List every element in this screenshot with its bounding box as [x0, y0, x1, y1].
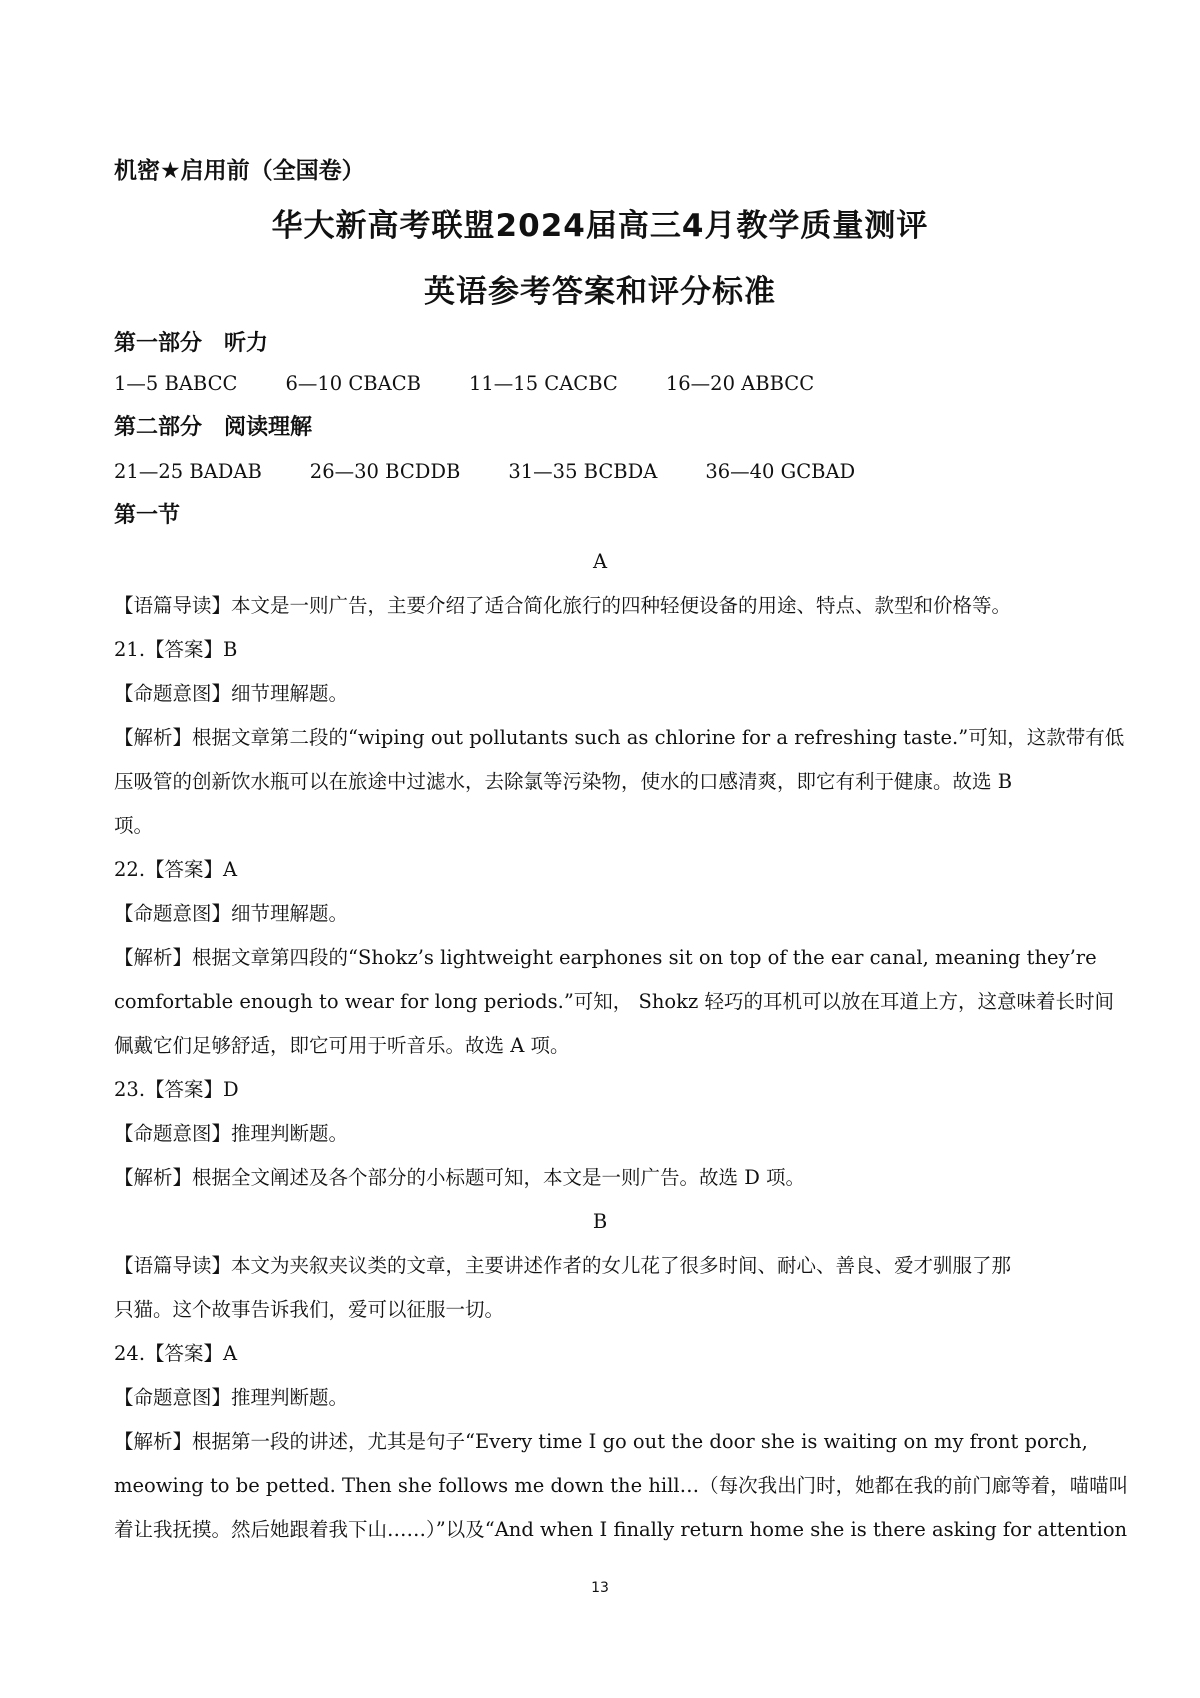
q23-answer: 23.【答案】D — [114, 1078, 239, 1101]
q22-analysis-line: comfortable enough to wear for long periods.”可知， Shokz 轻巧的耳机可以放在耳道上方，这意味着长时间 — [114, 990, 1114, 1013]
confidential-label: 机密★启用前（全国卷） — [114, 158, 365, 184]
q21-intent: 【命题意图】细节理解题。 — [114, 682, 349, 705]
page-subtitle: 英语参考答案和评分标准 — [424, 274, 776, 310]
q21-answer: 21.【答案】B — [114, 638, 238, 661]
answer-group: 11—15 CACBC — [468, 372, 618, 395]
answer-group: 31—35 BCBDA — [508, 460, 658, 483]
q22-analysis-line: 【解析】根据文章第四段的“Shokz’s lightweight earphones sit on top of the ear canal, meaning they’re — [114, 946, 1097, 969]
passage-b-guide-line: 只猫。这个故事告诉我们，爱可以征服一切。 — [114, 1298, 505, 1321]
q22-answer: 22.【答案】A — [114, 858, 238, 881]
answer-group: 26—30 BCDDB — [309, 460, 461, 483]
answer-group: 1—5 BABCC — [114, 372, 238, 395]
q24-analysis-line: meowing to be petted. Then she follows me down the hill…（每次我出门时，她都在我的前门廊等着，喵喵叫 — [114, 1474, 1129, 1497]
answer-group: 6—10 CBACB — [285, 372, 421, 395]
passage-b-label: B — [592, 1210, 608, 1233]
answer-group: 16—20 ABBCC — [665, 372, 815, 395]
part1-answers — [114, 370, 1094, 398]
answer-group: 36—40 GCBAD — [705, 460, 856, 483]
q23-intent: 【命题意图】推理判断题。 — [114, 1122, 349, 1145]
passage-b-guide-line: 【语篇导读】本文为夹叙夹议类的文章，主要讲述作者的女儿花了很多时间、耐心、善良、爱才驯服了那 — [114, 1254, 1012, 1277]
q23-analysis-line: 【解析】根据全文阐述及各个部分的小标题可知，本文是一则广告。故选 D 项。 — [114, 1166, 806, 1189]
passage-a-label: A — [592, 550, 608, 573]
section1-heading: 第一节 — [114, 503, 181, 528]
part2-heading: 第二部分 阅读理解 — [114, 415, 313, 440]
q22-intent: 【命题意图】细节理解题。 — [114, 902, 349, 925]
q24-intent: 【命题意图】推理判断题。 — [114, 1386, 349, 1409]
q24-answer: 24.【答案】A — [114, 1342, 238, 1365]
q22-analysis-line: 佩戴它们足够舒适，即它可用于听音乐。故选 A 项。 — [114, 1034, 570, 1057]
q21-analysis-line: 项。 — [114, 814, 154, 837]
page-number: 13 — [591, 1580, 609, 1596]
page-title: 华大新高考联盟2024届高三4月教学质量测评 — [271, 208, 929, 244]
passage-a-guide: 【语篇导读】本文是一则广告，主要介绍了适合简化旅行的四种轻便设备的用途、特点、款型和价格等。 — [114, 594, 1012, 617]
q24-analysis-line: 着让我抚摸。然后她跟着我下山……）”以及“And when I finally return home she is there asking for attention — [114, 1518, 1128, 1541]
part2-answers — [114, 458, 1094, 486]
part1-heading: 第一部分 听力 — [114, 331, 269, 356]
q24-analysis-line: 【解析】根据第一段的讲述，尤其是句子“Every time I go out the door she is waiting on my front porch, — [114, 1430, 1088, 1453]
answer-group: 21—25 BADAB — [114, 460, 262, 483]
q21-analysis-line: 压吸管的创新饮水瓶可以在旅途中过滤水，去除氯等污染物，使水的口感清爽，即它有利于健康。故选 B — [114, 770, 1013, 793]
q21-analysis-line: 【解析】根据文章第二段的“wiping out pollutants such as chlorine for a refreshing taste.”可知，这款带有低 — [114, 726, 1125, 749]
